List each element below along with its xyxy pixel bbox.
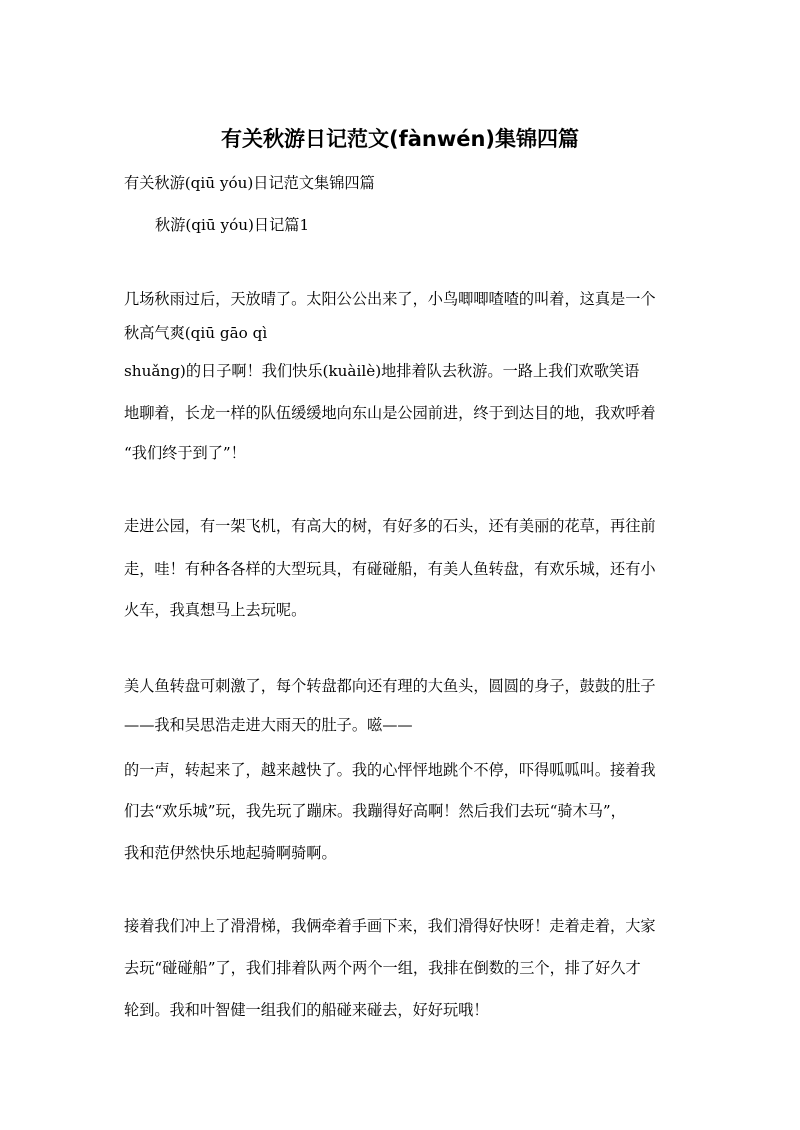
- document-title: 有关秋游日记范文(fànwén)集锦四篇: [220, 127, 580, 151]
- paragraph-line: 轮到。我和叶智健一组我们的船碰来碰去，好好玩哦！: [124, 1001, 489, 1019]
- paragraph-line: 接着我们冲上了滑滑梯，我俩牵着手画下来，我们滑得好快呀！走着走着，大家: [124, 917, 656, 935]
- paragraph-line: 我和范伊然快乐地起骑啊骑啊。: [124, 844, 337, 862]
- paragraph-line: 们去“欢乐城”玩，我先玩了蹦床。我蹦得好高啊！然后我们去玩“骑木马”，: [124, 802, 626, 820]
- paragraph-line: 去玩“碰碰船”了，我们排着队两个两个一组，我排在倒数的三个，排了好久才: [124, 959, 641, 977]
- paragraph-line: 美人鱼转盘可刺激了，每个转盘都向还有理的大鱼头，圆圆的身子，鼓鼓的肚子: [124, 677, 656, 695]
- paragraph-line: 的一声，转起来了，越来越快了。我的心怦怦地跳个不停，吓得呱呱叫。接着我: [124, 761, 656, 779]
- paragraph-line: 走，哇！有种各各样的大型玩具，有碰碰船，有美人鱼转盘，有欢乐城，还有小: [124, 560, 656, 578]
- paragraph-line: shuǎng)的日子啊！我们快乐(kuàilè)地排着队去秋游。一路上我们欢歌笑语: [124, 362, 640, 380]
- paragraph-line: 走进公园，有一架飞机，有高大的树，有好多的石头，还有美丽的花草，再往前: [124, 517, 656, 535]
- paragraph-line: ——我和吴思浩走进大雨天的肚子。嗞——: [124, 716, 413, 734]
- paragraph-line: “我们终于到了”！: [124, 444, 246, 462]
- document-subtitle: 有关秋游(qiū yóu)日记范文集锦四篇: [124, 174, 375, 192]
- section-heading: 秋游(qiū yóu)日记篇1: [155, 216, 310, 234]
- paragraph-line: 地聊着，长龙一样的队伍缓缓地向东山是公园前进，终于到达目的地，我欢呼着: [124, 404, 656, 422]
- paragraph-line: 几场秋雨过后，天放晴了。太阳公公出来了，小鸟唧唧喳喳的叫着，这真是一个: [124, 290, 656, 308]
- paragraph-line: 秋高气爽(qiū gāo qì: [124, 324, 268, 342]
- paragraph-line: 火车，我真想马上去玩呢。: [124, 601, 307, 619]
